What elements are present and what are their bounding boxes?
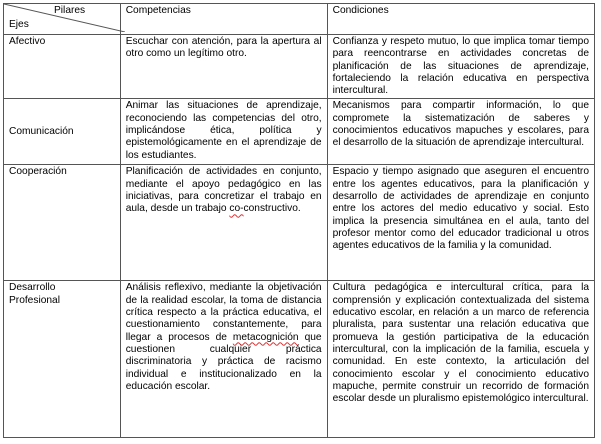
header-competencias: Competencias — [120, 4, 327, 35]
header-pilares: Pilares — [54, 5, 86, 16]
condiciones-cell: Confianza y respeto mutuo, lo que implica tomar tiempo para reencontrarse en actividades concretas de planificación de las situaciones de aprendizaje, fortaleciendo la relación educativa en perspectiva intercultural. — [327, 35, 594, 99]
spellcheck-word: metacognición — [232, 331, 299, 343]
competencias-cell: Escuchar con atención, para la apertura al otro como un legítimo otro. — [120, 35, 327, 99]
competencias-text: que cuestionen cualquier práctica discriminatoria y práctica de racismo individual e institucionalizado en la educación escolar. — [125, 331, 322, 392]
eje-cell: Afectivo — [4, 35, 121, 99]
competencias-cell — [120, 281, 327, 438]
spellcheck-word: co- — [229, 203, 244, 215]
eje-line: Desarrollo — [9, 282, 56, 294]
condiciones-cell: Cultura pedagógica e intercultural crítica, para la comprensión y explicación contextualizada del sistema educativo escolar, en relación a un marco de referencia pluralista, para sustentar una relación educativa que promueva la gestión participativa de la educación intercultural, con la implicación de la familia, escuela y comunidad. En este contexto, la articulación del conocimiento escolar y el conocimiento educativo mapuche, permite construir un recorrido de formación escolar desde un pluralismo epistemológico intercultural. — [327, 281, 594, 438]
competencias-text: constructivo. — [243, 203, 301, 215]
eje-cell — [4, 281, 121, 438]
table-row-comunicacion — [4, 99, 595, 165]
eje-cell: Comunicación — [4, 99, 121, 165]
competencias-text: Análisis reflexivo, mediante la objetivación de la realidad escolar, la toma de distancia crítica respecto a la práctica educativa, el cuestionamiento constantemente, para llegar a procesos de — [125, 282, 322, 343]
competencias-cell: Animar las situaciones de aprendizaje, reconociendo las competencias del otro, implicándose ética, política y epistemológicamente en el aprendizaje de los estudiantes. — [120, 99, 327, 165]
eje-line: Profesional — [9, 294, 60, 306]
header-condiciones: Condiciones — [327, 4, 594, 35]
competencias-text: Planificación de actividades en conjunto, mediante el apoyo pedagógico en las iniciativas, para concretizar el trabajo en aula, desde un trabajo — [125, 166, 322, 215]
header-row — [4, 4, 595, 35]
competencias-cell — [120, 165, 327, 281]
table-row-afectivo — [4, 35, 595, 99]
table-row-desarrollo-profesional — [4, 281, 595, 438]
eje-cell: Cooperación — [4, 165, 121, 281]
condiciones-cell: Espacio y tiempo asignado que aseguren el encuentro entre los agentes educativos, para la planificación y desarrollo de actividades de aprendizaje en conjunto entre los actores del medio educativo y social. Esto implica la presencia simultánea en el aula, tanto del profesor mentor como del educador tradicional u otros agentes educativos de la familia y la comunidad. — [327, 165, 594, 281]
condiciones-cell: Mecanismos para compartir información, lo que compromete la sistematización de saberes y conocimientos educativos mapuches y escolares, para el desarrollo de la situación de aprendizaje intercultural. — [327, 99, 594, 165]
competencies-table — [3, 3, 595, 440]
header-ejes: Ejes — [9, 19, 29, 30]
table-row-cooperacion — [4, 165, 595, 281]
header-corner-cell — [4, 4, 121, 35]
